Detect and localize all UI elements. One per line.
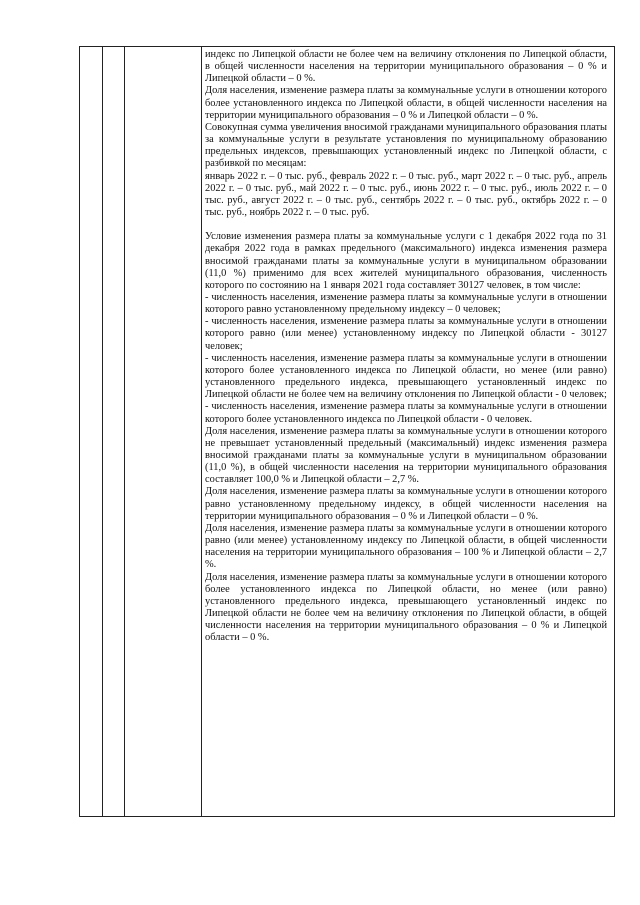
list-item-equal-to-limit: - численность населения, изменение размера платы за коммунальные услуги в отношении которого равно установленному предельному индексу – 0 человек; bbox=[205, 291, 607, 316]
content-cell bbox=[205, 49, 607, 645]
list-item-below-regional-index: - численность населения, изменение размера платы за коммунальные услуги в отношении которого равно (или менее) установленному индексу по Липецкой области - 30127 человек; bbox=[205, 316, 607, 352]
list-item-between-indices: - численность населения, изменение размера платы за коммунальные услуги в отношении которого более установленного индекса по Липецкой области, но менее (или равно) установленного предельного индекса, превышающего установленный индекс по Липецкой области не более чем на величину отклонения по Липецкой области - 0 человек; bbox=[205, 352, 607, 401]
paragraph-not-exceeding-limit-share: Доля населения, изменение размера платы за коммунальные услуги в отношении которого не превышает установленный предельный (максимальный) индекс изменения размера вносимой гражданами платы за коммунальные услуги в муниципальном образовании (11,0 %), в общей численности населения на территории муниципального образования составляет 100,0 % и Липецкой области – 2,7 %. bbox=[205, 425, 607, 486]
column-divider-2 bbox=[124, 47, 125, 816]
paragraph-regional-deviation-share: индекс по Липецкой области не более чем на величину отклонения по Липецкой области, в общей численности населения на территории муниципального образования – 0 % и Липецкой области – 0 %. bbox=[205, 49, 607, 85]
paragraph-change-condition: Условие изменения размера платы за коммунальные услуги с 1 декабря 2022 года по 31 декабря 2022 года в рамках предельного (максимального) индекса изменения размера вносимой гражданами платы за коммунальные услуги в муниципальном образовании (11,0 %) применимо для всех жителей муниципального образования, численность которого по состоянию на 1 января 2021 года составляет 30127 человек, в том числе: bbox=[205, 231, 607, 291]
paragraph-total-increase-sum: Совокупная сумма увеличения вносимой гражданами муниципального образования платы за коммунальные услуги в результате установления по муниципальному образованию предельных индексов, превышающих установленный индекс по Липецкой области, с разбивкой по месяцам: bbox=[205, 121, 607, 170]
paragraph-between-indices-share: Доля населения, изменение размера платы за коммунальные услуги в отношении которого более установленного индекса по Липецкой области, но менее (или равно) установленного предельного индекса, превышающего установленный индекс по Липецкой области не более чем на величину отклонения по Липецкой области, в общей численности населения на территории муниципального образования – 0 % и Липецкой области – 0 %. bbox=[205, 571, 607, 644]
paragraph-monthly-breakdown: январь 2022 г. – 0 тыс. руб., февраль 2022 г. – 0 тыс. руб., март 2022 г. – 0 тыс. руб., апрель 2022 г. – 0 тыс. руб., май 2022 г. – 0 тыс. руб., июнь 2022 г. – 0 тыс. руб., июль 2022 г. – 0 тыс. руб., август 2022 г. – 0 тыс. руб., сентябрь 2022 г. – 0 тыс. руб., октябрь 2022 г. – 0 тыс. руб., ноябрь 2022 г. – 0 тыс. руб. bbox=[205, 170, 607, 219]
column-divider-1 bbox=[102, 47, 103, 816]
paragraph-equal-limit-share: Доля населения, изменение размера платы за коммунальные услуги в отношении которого равно установленному предельному индексу, в общей численности населения на территории муниципального образования – 0 % и Липецкой области – 0 %. bbox=[205, 486, 607, 522]
paragraph-below-regional-share: Доля населения, изменение размера платы за коммунальные услуги в отношении которого равно (или менее) установленному индексу по Липецкой области, в общей численности населения на территории муниципального образования – 100 % и Липецкой области – 2,7 %. bbox=[205, 522, 607, 571]
document-table bbox=[79, 46, 615, 817]
list-item-above-regional-index: - численность населения, изменение размера платы за коммунальные услуги в отношении которого более установленного индекса по Липецкой области - 0 человек. bbox=[205, 401, 607, 425]
column-divider-3 bbox=[201, 47, 202, 816]
paragraph-spacer bbox=[205, 219, 607, 231]
paragraph-above-regional-index-share: Доля населения, изменение размера платы за коммунальные услуги в отношении которого более установленного индекса по Липецкой области, в общей численности населения на территории муниципального образования – 0 % и Липецкой области – 0 %. bbox=[205, 85, 607, 121]
